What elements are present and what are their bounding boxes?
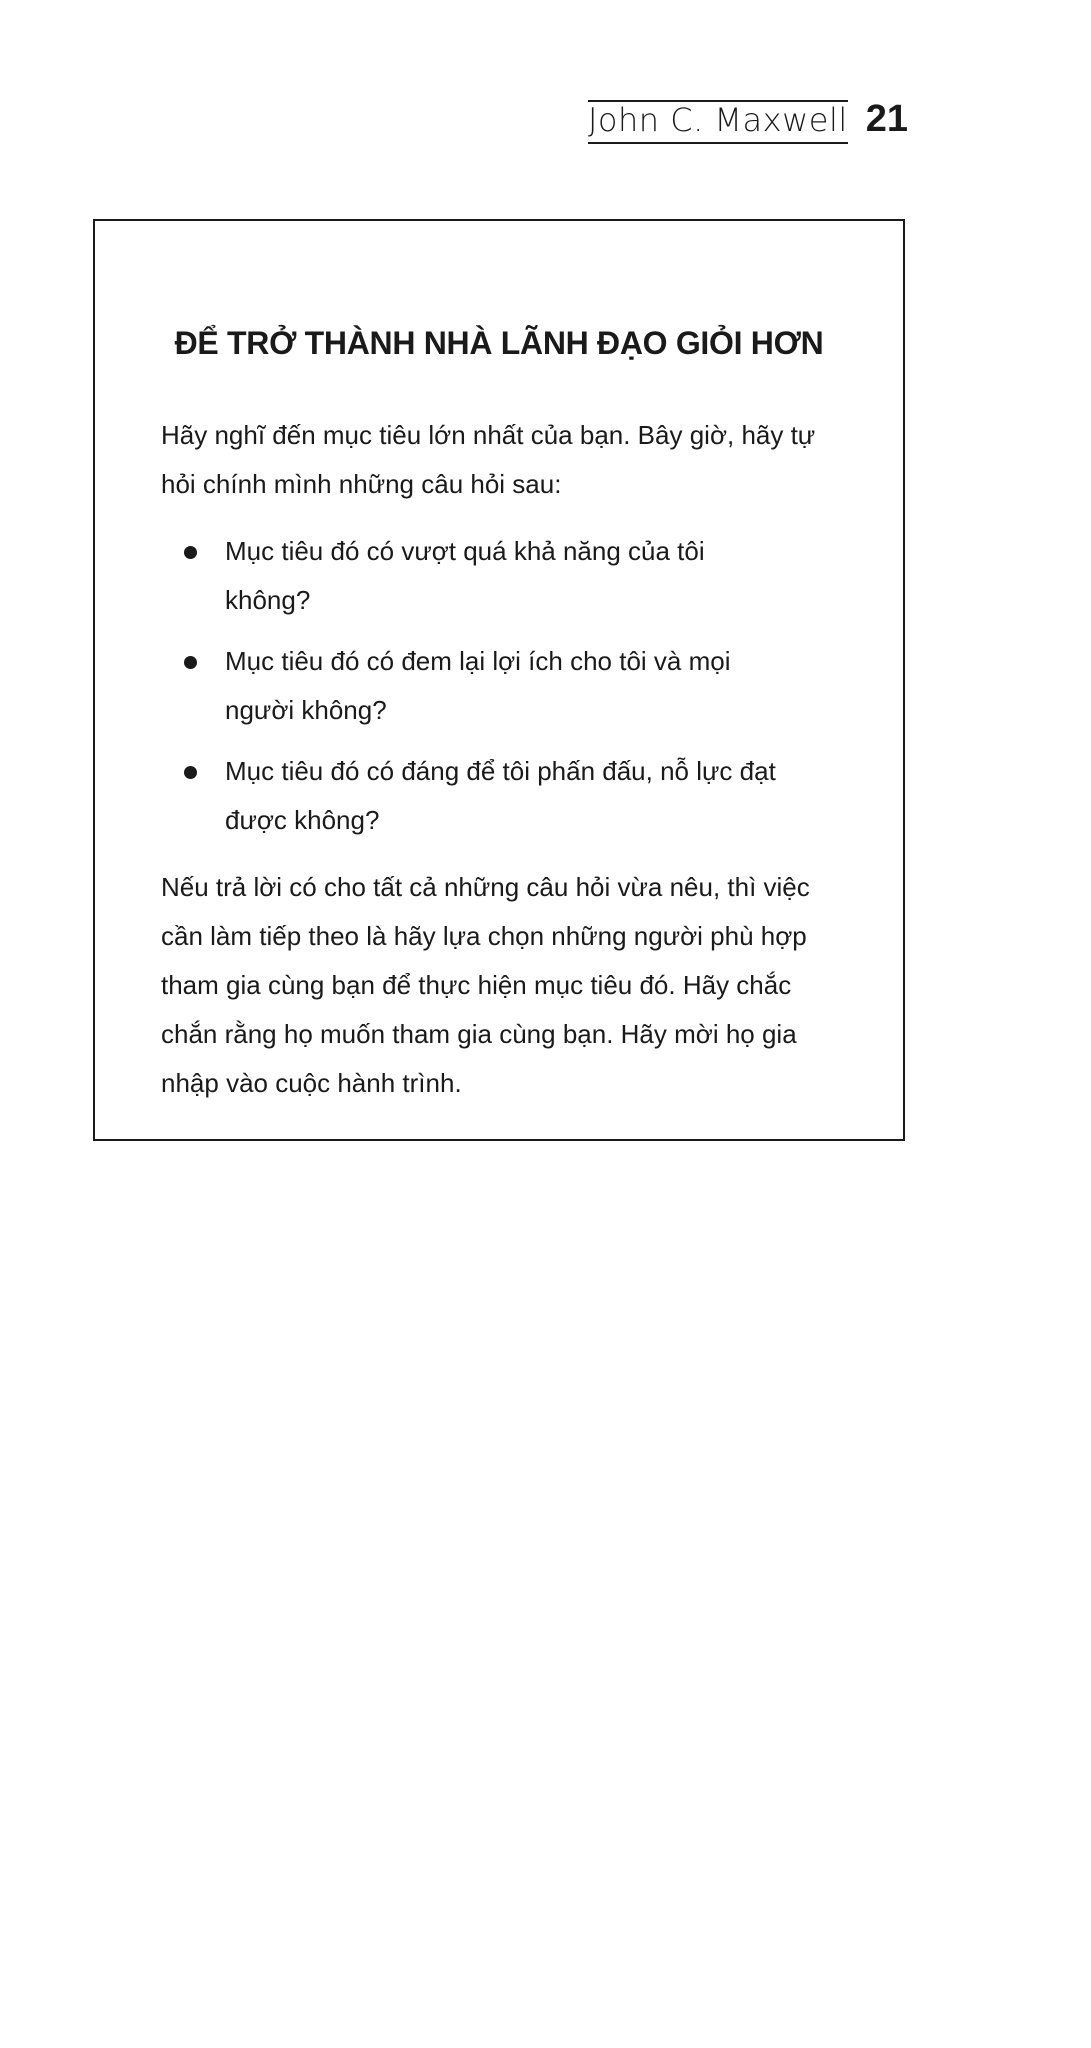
- question-text: Mục tiêu đó có vượt quá khả năng của tôi không?: [225, 536, 705, 615]
- page-number: 21: [865, 98, 908, 140]
- bullet-icon: [184, 656, 197, 669]
- bullet-icon: [184, 766, 197, 779]
- bullet-icon: [184, 546, 197, 559]
- author-name: John C. Maxwell: [588, 100, 848, 144]
- intro-paragraph: Hãy nghĩ đến mục tiêu lớn nhất của bạn. Bây giờ, hãy tự hỏi chính mình những câu hỏi sau:: [161, 420, 816, 499]
- question-text: Mục tiêu đó có đem lại lợi ích cho tôi và mọi người không?: [225, 646, 731, 725]
- sidebar-box: [93, 219, 905, 1141]
- list-item: [161, 637, 848, 735]
- list-item: [161, 747, 848, 845]
- box-title: ĐỂ TRỞ THÀNH NHÀ LÃNH ĐẠO GIỎI HƠN: [174, 325, 824, 361]
- running-header: [588, 100, 908, 144]
- conclusion-paragraph: Nếu trả lời có cho tất cả những câu hỏi vừa nêu, thì việc cần làm tiếp theo là hãy lựa chọn những người phù hợp tham gia cùng bạn để thực hiện mục tiêu đó. Hãy chắc chắn rằng họ muốn tham gia cùng bạn. Hãy mời họ gia nhập vào cuộc hành trình.: [161, 872, 810, 1098]
- question-list: [161, 527, 848, 845]
- list-item: [161, 527, 848, 625]
- question-text: Mục tiêu đó có đáng để tôi phấn đấu, nỗ lực đạt được không?: [225, 756, 776, 835]
- box-body: [161, 411, 848, 1108]
